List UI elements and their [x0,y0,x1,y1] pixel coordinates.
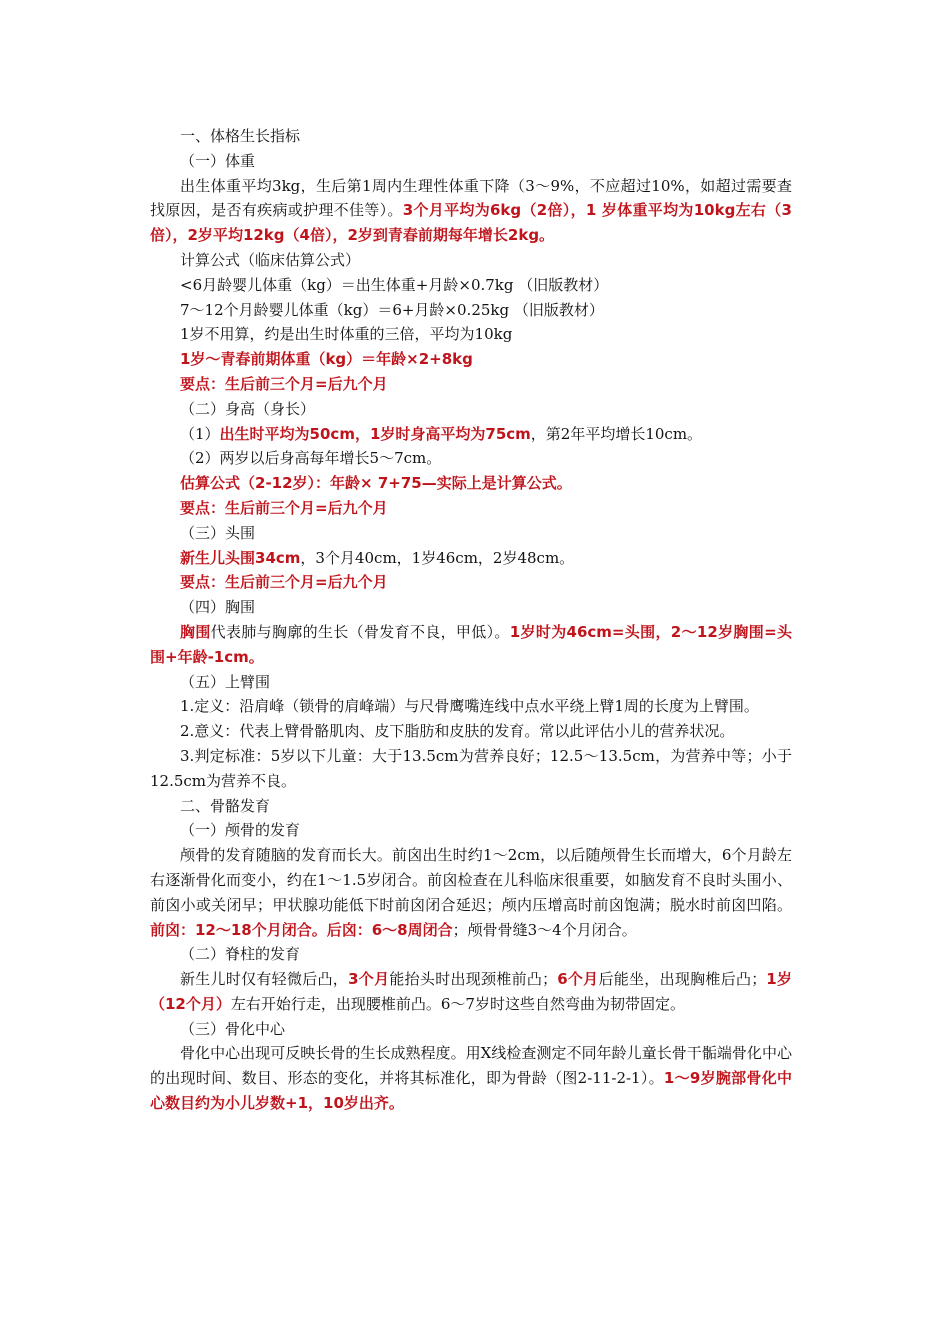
paragraph [150,794,792,819]
paragraph [150,744,792,794]
body-text: （三）骨化中心 [180,1019,286,1038]
body-text: 能抬头时出现颈椎前凸； [389,970,558,989]
body-text: 颅骨的发育随脑的发育而长大。前囟出生时约1～2cm，以后随颅骨生长而增大，6个月龄左右逐渐骨化而变小，约在1～1.5岁闭合。前囟检查在儿科临床很重要，如脑发育不良时头围小、前囟小或关闭早；甲状腺功能低下时前囟闭合延迟；颅内压增高时前囟饱满；脱水时前囟凹陷。 [150,846,792,914]
body-text: （2）两岁以后身高每年增长5～7cm。 [180,449,442,468]
highlighted-text: 3个月 [348,970,390,989]
paragraph [150,546,792,571]
highlighted-text: 要点：生后前三个月=后九个月 [180,573,388,592]
body-text: （三）头围 [180,523,256,542]
highlighted-text: 3个月平均为6kg（2倍），1 岁体重平均为10kg左右（3倍），2岁平均12kg（4倍），2岁到青春前期每年增长2kg。 [150,201,792,245]
highlighted-text: 1岁～青春前期体重（kg）＝年龄×2+8kg [180,350,473,369]
body-text: 7～12个月龄婴儿体重（kg）＝6+月龄×0.25kg （旧版教材） [180,300,604,319]
paragraph [150,174,792,248]
paragraph [150,694,792,719]
body-text: ；颅骨骨缝3～4个月闭合。 [452,920,637,939]
body-text: （四）胸围 [180,598,256,617]
paragraph [150,818,792,843]
highlighted-text: 胸围 [180,622,211,641]
body-text: 新生儿时仅有轻微后凸， [180,970,349,989]
paragraph [150,843,792,942]
paragraph [150,595,792,620]
highlighted-text: 要点：生后前三个月=后九个月 [180,374,388,393]
body-text: 二、骨骼发育 [180,796,271,815]
highlighted-text: 前囟：12～18个月闭合。后囟：6～8周闭合 [150,920,453,939]
paragraph [150,248,792,273]
body-text: 左右开始行走，出现腰椎前凸。6～7岁时这些自然弯曲为韧带固定。 [230,994,685,1013]
highlighted-text: 要点：生后前三个月=后九个月 [180,498,388,517]
body-text: ，3个月40cm，1岁46cm，2岁48cm。 [300,548,575,567]
body-text: <6月龄婴儿体重（kg）＝出生体重+月龄×0.7kg （旧版教材） [180,275,609,294]
paragraph [150,1041,792,1115]
paragraph [150,719,792,744]
body-text: 出生体重平均3kg，生后第1周内生理性体重下降（3～9%，不应超过10%，如超过需要查找原因，是否有疾病或护理不佳等）。 [150,176,792,220]
body-text: （二）脊柱的发育 [180,945,301,964]
paragraph [150,446,792,471]
paragraph [150,372,792,397]
paragraph [150,670,792,695]
body-text: 骨化中心出现可反映长骨的生长成熟程度。用X线检查测定不同年龄儿童长骨干骺端骨化中心的出现时间、数目、形态的变化，并将其标准化，即为骨龄（图2-11-2-1）。 [150,1044,792,1088]
body-text: （五）上臂围 [180,672,271,691]
paragraph [150,422,792,447]
body-text: 一、体格生长指标 [180,127,301,145]
body-text: （一）体重 [180,151,256,170]
paragraph [150,273,792,298]
paragraph [150,967,792,1017]
document-page [150,124,792,1116]
body-text: 1岁不用算，约是出生时体重的三倍，平均为10kg [180,325,513,344]
highlighted-text: 估算公式（2-12岁）：年龄× 7+75—实际上是计算公式。 [180,474,572,493]
body-text: ，第2年平均增长10cm。 [530,424,703,443]
paragraph [150,496,792,521]
body-text: 计算公式（临床估算公式） [180,250,361,269]
body-text: 后能坐，出现胸椎后凸； [598,970,767,989]
paragraph [150,149,792,174]
body-text: 2.意义：代表上臂骨骼肌肉、皮下脂肪和皮肤的发育。常以此评估小儿的营养状况。 [180,722,735,741]
paragraph [150,942,792,967]
body-text: （二）身高（身长） [180,399,316,418]
paragraph [150,620,792,670]
paragraph [150,397,792,422]
body-text: （1） [180,424,220,443]
paragraph [150,124,792,149]
paragraph [150,322,792,347]
highlighted-text: 6个月 [557,970,599,989]
paragraph [150,521,792,546]
paragraph [150,298,792,323]
highlighted-text: 1岁时为46cm=头围，2～12岁胸围=头围+年龄-1cm。 [150,622,792,666]
highlighted-text: 1～9岁腕部骨化中心数目约为小儿岁数+1，10岁出齐。 [150,1069,792,1113]
highlighted-text: 新生儿头围34cm [180,548,301,567]
body-text: （一）颅骨的发育 [180,821,301,840]
body-text: 3.判定标准：5岁以下儿童：大于13.5cm为营养良好；12.5～13.5cm，为营养中等；小于12.5cm为营养不良。 [150,746,792,790]
highlighted-text: 出生时平均为50cm，1岁时身高平均为75cm [219,424,531,443]
paragraph [150,570,792,595]
highlighted-text: 1岁（12个月） [150,970,792,1013]
paragraph [150,347,792,372]
body-text: 代表肺与胸廓的生长（骨发育不良，甲低）。 [210,622,510,641]
body-text: 1.定义：沿肩峰（锁骨的肩峰端）与尺骨鹰嘴连线中点水平绕上臂1周的长度为上臂围。 [180,697,759,716]
paragraph [150,1017,792,1042]
paragraph [150,471,792,496]
